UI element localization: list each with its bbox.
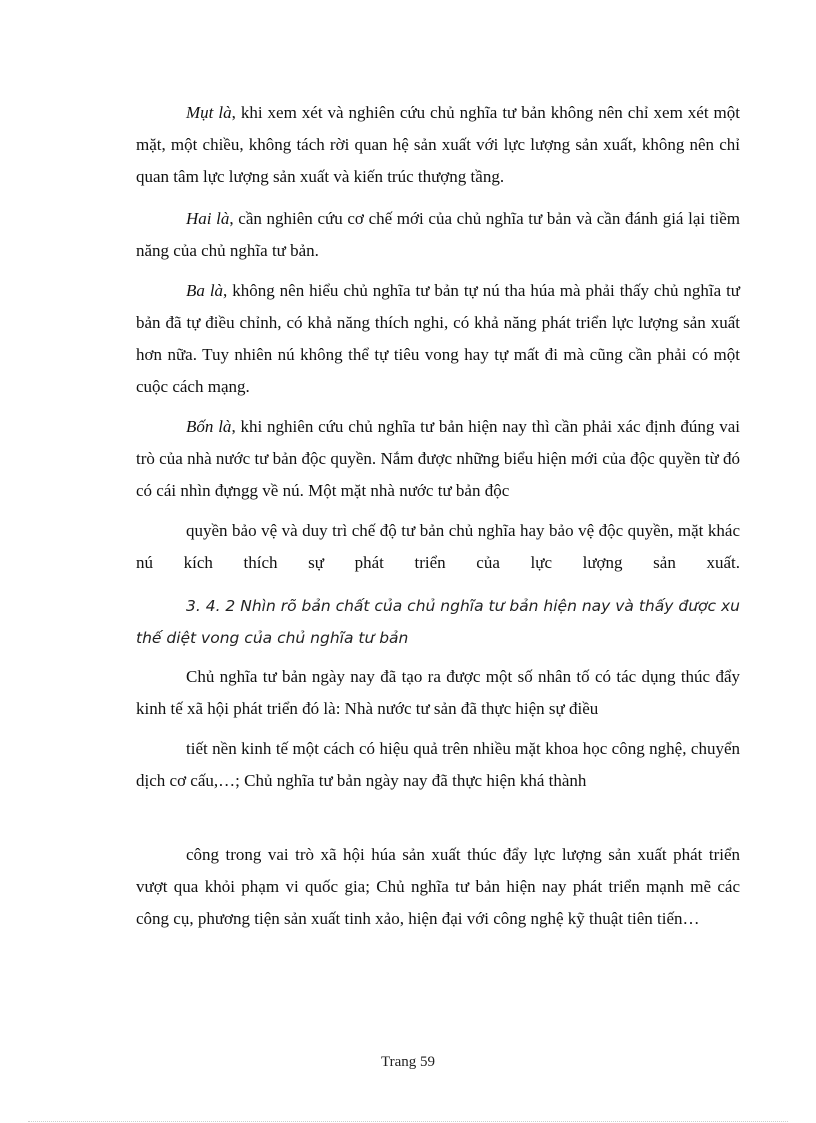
paragraph-lead: Bốn là <box>186 417 232 436</box>
paragraph-tiet: tiết nền kinh tế một cách có hiệu quả trên nhiều mặt khoa học công nghệ, chuyển dịch cơ cấu,…; Chủ nghĩa tư bản ngày nay đã thực hiện khá thành <box>136 739 740 790</box>
paragraph-bon-la <box>136 411 740 507</box>
paragraph-chu-nghia: Chủ nghĩa tư bản ngày nay đã tạo ra được một số nhân tố có tác dụng thúc đẩy kinh tế xã hội phát triển đó là: Nhà nước tư sản đã thực hiện sự điều <box>136 667 740 718</box>
paragraph-mot-la <box>136 97 740 193</box>
paragraph-text: , khi xem xét và nghiên cứu chủ nghĩa tư bản không nên chỉ xem xét một mặt, một chiều, không tách rời quan hệ sản xuất với lực lượng sản xuất, không nên chỉ quan tâm lực lượng sản xuất và kiến trúc thượng tầng. <box>136 103 740 186</box>
section-heading: 3. 4. 2 Nhìn rõ bản chất của chủ nghĩa tư bản hiện nay và thấy được xu thế diệt vong của chủ nghĩa tư bản <box>136 597 740 647</box>
paragraph-hai-la <box>136 203 740 267</box>
paragraph-cong: công trong vai trò xã hội húa sản xuất thúc đẩy lực lượng sản xuất phát triển vượt qua khỏi phạm vi quốc gia; Chủ nghĩa tư bản hiện nay phát triển mạnh mẽ các công cụ, phương tiện sản xuất tinh xảo, hiện đại với công nghệ kỹ thuật tiên tiến… <box>136 845 740 928</box>
paragraph-text: , khi nghiên cứu chủ nghĩa tư bản hiện nay thì cần phải xác định đúng vai trò của nhà nước tư bản độc quyền. Nắm được những biểu hiện mới của độc quyền từ đó có cái nhìn đựngg về nú. Một mặt nhà nước tư bản độc <box>136 417 741 500</box>
paragraph-text: , không nên hiểu chủ nghĩa tư bản tự nú tha húa mà phải thấy chủ nghĩa tư bản đã tự điều chỉnh, có khả năng thích nghi, có khả năng phát triển lực lượng sản xuất hơn nữa. Tuy nhiên nú không thể tự tiêu vong hay tự mất đi mà cũng cần phải có một cuộc cách mạng. <box>136 281 741 396</box>
paragraph-lead: Mụt là <box>186 103 232 122</box>
paragraph-lead: Hai là <box>186 209 230 228</box>
page-number: Trang 59 <box>380 1054 436 1070</box>
footer-divider <box>28 1121 788 1122</box>
paragraph-continuation: quyền bảo vệ và duy trì chế độ tư bản chủ nghĩa hay bảo vệ độc quyền, mặt khác nú kích thích sự phát triển của lực lượng sản xuất. <box>136 521 740 572</box>
paragraph-text: , cần nghiên cứu cơ chế mới của chủ nghĩa tư bản và cần đánh giá lại tiềm năng của chủ nghĩa tư bản. <box>136 209 740 260</box>
paragraph-lead: Ba là <box>186 281 224 300</box>
paragraph-ba-la <box>136 275 740 403</box>
